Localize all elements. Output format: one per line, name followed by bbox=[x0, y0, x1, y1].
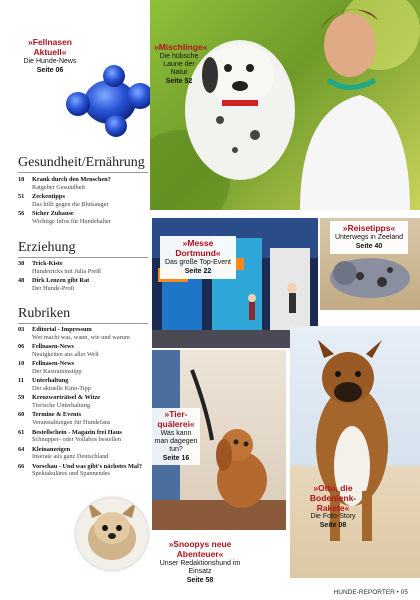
teaser-title: »Fellnasen Aktuell« bbox=[28, 37, 72, 57]
teaser-page: Seite 22 bbox=[184, 267, 212, 275]
toc-title: Krank durch den Menschen? bbox=[32, 176, 111, 183]
toc-list bbox=[18, 260, 153, 294]
toc-subtitle: Hundetricks mit Julia Preiß bbox=[32, 267, 102, 275]
teaser-subtitle: Das große Top-Event bbox=[164, 258, 231, 266]
section-heading: Rubriken bbox=[18, 306, 71, 321]
toc-item[interactable] bbox=[18, 326, 153, 341]
toc-page-number: 03 bbox=[18, 326, 25, 333]
toc-title: Zeckentipps bbox=[32, 193, 65, 201]
toc-page-number: 18 bbox=[18, 176, 25, 183]
toc-page-number: 60 bbox=[18, 411, 25, 419]
toc-title: Kreuzworträtsel & Witze bbox=[32, 394, 101, 402]
toc-subtitle: Veranstaltungen für Hundefans bbox=[32, 419, 111, 427]
toc-page-number: 66 bbox=[18, 462, 25, 470]
teaser-title: »Mischlinge« bbox=[154, 42, 208, 52]
toc-item[interactable] bbox=[18, 411, 153, 426]
toc-item[interactable] bbox=[18, 260, 153, 275]
teaser-subtitle: Was kann man dagegen tun? bbox=[154, 429, 198, 453]
teaser-page: Seite 52 bbox=[165, 77, 193, 85]
teaser-subtitle: Die hübsche Laune der Natur bbox=[159, 52, 199, 76]
toc-title: Trick-Kiste bbox=[32, 260, 63, 267]
teaser-subtitle: Die Foto-Story bbox=[310, 513, 356, 521]
toc-subtitle: Tierische Unterhaltung bbox=[32, 401, 91, 409]
toc-item[interactable] bbox=[18, 446, 153, 461]
toc-title: Unterhaltung bbox=[32, 377, 69, 385]
toc-title: Dirk Lenzen gibt Rat bbox=[32, 277, 90, 285]
toc-page-number: 48 bbox=[18, 277, 25, 285]
teaser-reise[interactable] bbox=[330, 221, 408, 254]
toc-item[interactable] bbox=[18, 394, 153, 409]
snoopy-photo bbox=[76, 498, 148, 570]
toc-page-number: 11 bbox=[18, 377, 24, 385]
teaser-subtitle: Die Hunde-News bbox=[23, 57, 77, 65]
divider bbox=[18, 323, 148, 324]
toc-subtitle: Der Hunde-Profi bbox=[32, 284, 75, 292]
toc-title: Bestellschein - Magazin frei Haus bbox=[32, 428, 122, 436]
divider bbox=[18, 172, 148, 173]
teaser-title: »Snoopys neue Abenteuer« bbox=[168, 539, 232, 559]
toc-page-number: 64 bbox=[18, 445, 25, 453]
toc-item[interactable] bbox=[18, 210, 153, 225]
teaser-page: Seite 06 bbox=[36, 66, 64, 74]
toc-title: Fellnasen-News bbox=[32, 360, 74, 368]
toc-item[interactable] bbox=[18, 377, 153, 392]
toc-subtitle: Wichtige Infos für Hundehalter bbox=[32, 217, 111, 225]
section-heading: Gesundheit/Ernährung bbox=[18, 155, 145, 170]
toc-title: Termine & Events bbox=[32, 411, 82, 419]
teaser-subtitle: Unser Redaktionshund im Einsatz bbox=[159, 559, 241, 575]
toc-item[interactable] bbox=[18, 360, 153, 375]
toc-item[interactable] bbox=[18, 463, 153, 478]
toc-subtitle: Der aktuelle Kino-Tipp bbox=[32, 384, 91, 392]
toc-item[interactable] bbox=[18, 176, 153, 191]
mischlinge-photo bbox=[150, 0, 420, 210]
teaser-title: »Tier-quälerei« bbox=[157, 409, 195, 429]
toc-page-number: 59 bbox=[18, 394, 25, 402]
toc-page-number: 61 bbox=[18, 428, 25, 436]
teaser-mischlinge[interactable] bbox=[150, 40, 208, 89]
toc-page-number: 51 bbox=[18, 193, 25, 201]
divider bbox=[18, 257, 148, 258]
toc-subtitle: Inserate aus ganz Deutschland bbox=[32, 453, 109, 461]
toc-item[interactable] bbox=[18, 193, 153, 208]
toc-list bbox=[18, 326, 153, 480]
teaser-page: Seite 40 bbox=[355, 242, 383, 250]
toc-page-number: 38 bbox=[18, 260, 25, 267]
teaser-page: Seite 08 bbox=[319, 522, 347, 530]
toc-item[interactable] bbox=[18, 343, 153, 358]
toc-title: Editorial - Impressum bbox=[32, 326, 92, 333]
teaser-messe[interactable] bbox=[160, 236, 236, 279]
toc-subtitle: Das hilft gegen die Blutsauger bbox=[32, 200, 109, 208]
toc-subtitle: Schnupper- oder Vollabos bestellen bbox=[32, 436, 122, 444]
toc-subtitle: Ratgeber Gesundheit bbox=[32, 183, 85, 191]
toc-page-number: 56 bbox=[18, 210, 25, 218]
page-footer: HUNDE-REPORTER • 05 bbox=[333, 589, 408, 596]
teaser-subtitle: Unterwegs in Zeeland bbox=[334, 233, 404, 241]
toc-list bbox=[18, 176, 153, 227]
teaser-title: »Otto, die Bodenlenk-Rakete« bbox=[309, 483, 357, 513]
teaser-title: »Reisetipps« bbox=[342, 223, 396, 233]
toc-item[interactable] bbox=[18, 277, 153, 292]
teaser-fellnasen[interactable] bbox=[20, 38, 80, 75]
teaser-page: Seite 16 bbox=[162, 454, 190, 462]
toc-subtitle: Neuigkeiten aus aller Welt bbox=[32, 350, 99, 358]
toc-subtitle: Wer macht was, wann, wie und warum bbox=[32, 333, 130, 341]
toc-title: Kleinanzeigen bbox=[32, 445, 71, 453]
toc-page-number: 06 bbox=[18, 343, 25, 351]
otto-photo bbox=[290, 326, 420, 578]
teaser-tierquaelerei[interactable] bbox=[152, 408, 200, 465]
toc-title: Fellnasen-News bbox=[32, 343, 74, 351]
toc-title: Sicher Zuhause bbox=[32, 210, 74, 218]
toc-subtitle: Der Kastrationstipp bbox=[32, 367, 82, 375]
toc-page-number: 10 bbox=[18, 360, 25, 368]
teaser-title: »Messe Dortmund« bbox=[175, 238, 221, 258]
toc-title: Vorschau - Und was gibt's nächstes Mal? bbox=[32, 462, 142, 470]
teaser-snoopys[interactable] bbox=[150, 540, 250, 585]
section-heading: Erziehung bbox=[18, 240, 76, 255]
toc-subtitle: Spektakuläres und Spannendes bbox=[32, 470, 110, 478]
teaser-otto[interactable] bbox=[300, 484, 366, 530]
toc-item[interactable] bbox=[18, 429, 153, 444]
teaser-page: Seite 58 bbox=[186, 576, 214, 584]
